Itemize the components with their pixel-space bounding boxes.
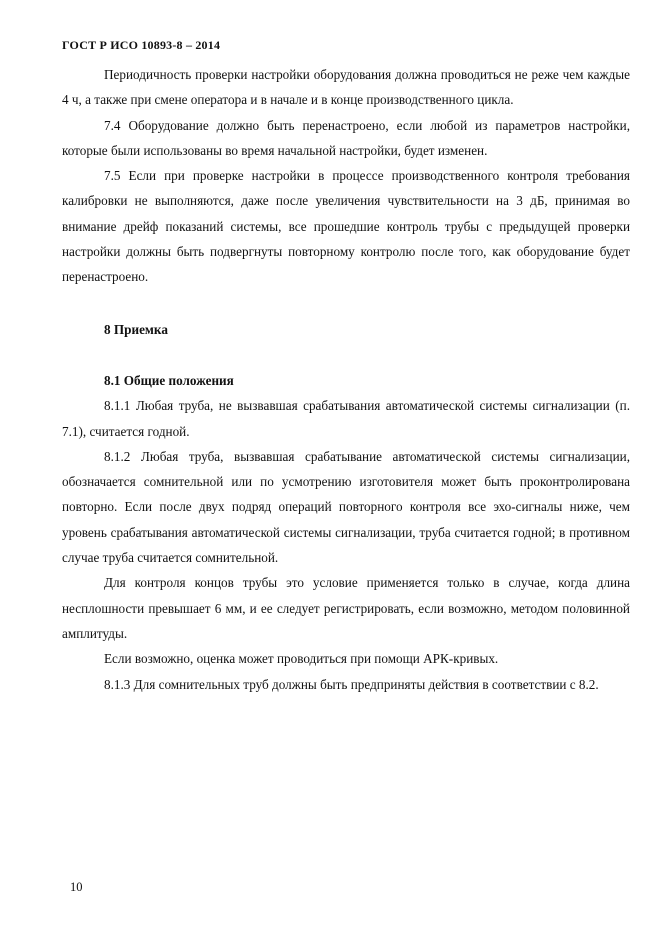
section-spacer <box>62 290 630 317</box>
section-spacer <box>62 342 630 368</box>
section-8-1-heading: 8.1 Общие положения <box>104 372 234 388</box>
paragraph-7-5: 7.5 Если при проверке настройки в процессе производственного контроля требования калибровки не выполняются, даже после увеличения чувствительности на 3 дБ, принимая во внимание дрейф показаний системы, все прошедшие контроль трубы с предыдущей проверки настройки должны быть подвергнуты повторному контролю после того, как оборудование будет перенастроено. <box>62 168 630 285</box>
paragraph-8-1-3: 8.1.3 Для сомнительных труб должны быть предприняты действия в соответствии с 8.2. <box>104 676 599 692</box>
paragraph-8-1-2: 8.1.2 Любая труба, вызвавшая срабатывание автоматической системы сигнализации, обозначается сомнительной или по усмотрению изготовителя может быть проконтролирована повторно. Если после двух подряд операций повторного контроля все эхо-сигналы ниже, чем уровень срабатывания автоматической системы сигнализации, труба считается годной; в противном случае труба считается сомнительной. <box>62 448 630 566</box>
paragraph-8-1-1: 8.1.1 Любая труба, не вызвавшая срабатывания автоматической системы сигнализации (п. 7.1), считается годной. <box>62 398 630 439</box>
paragraph-pipe-ends: Для контроля концов трубы это условие применяется только в случае, когда длина несплошности превышает 6 мм, и ее следует регистрировать, если возможно, методом половинной амплитуды. <box>62 575 630 641</box>
section-8-heading: 8 Приемка <box>104 321 168 337</box>
paragraph-ark-curves: Если возможно, оценка может проводиться при помощи АРК-кривых. <box>104 651 499 667</box>
standard-header: ГОСТ Р ИСО 10893-8 – 2014 <box>62 38 221 52</box>
page-number: 10 <box>70 880 83 894</box>
paragraph-7-4: 7.4 Оборудование должно быть перенастроено, если любой из параметров настройки, которые были использованы во время начальной настройки, будет изменен. <box>62 117 630 158</box>
paragraph-check-frequency: Периодичность проверки настройки оборудования должна проводиться не реже чем каждые 4 ч, а также при смене оператора и в начале и в конце производственного цикла. <box>62 67 630 108</box>
document-body <box>62 62 630 697</box>
